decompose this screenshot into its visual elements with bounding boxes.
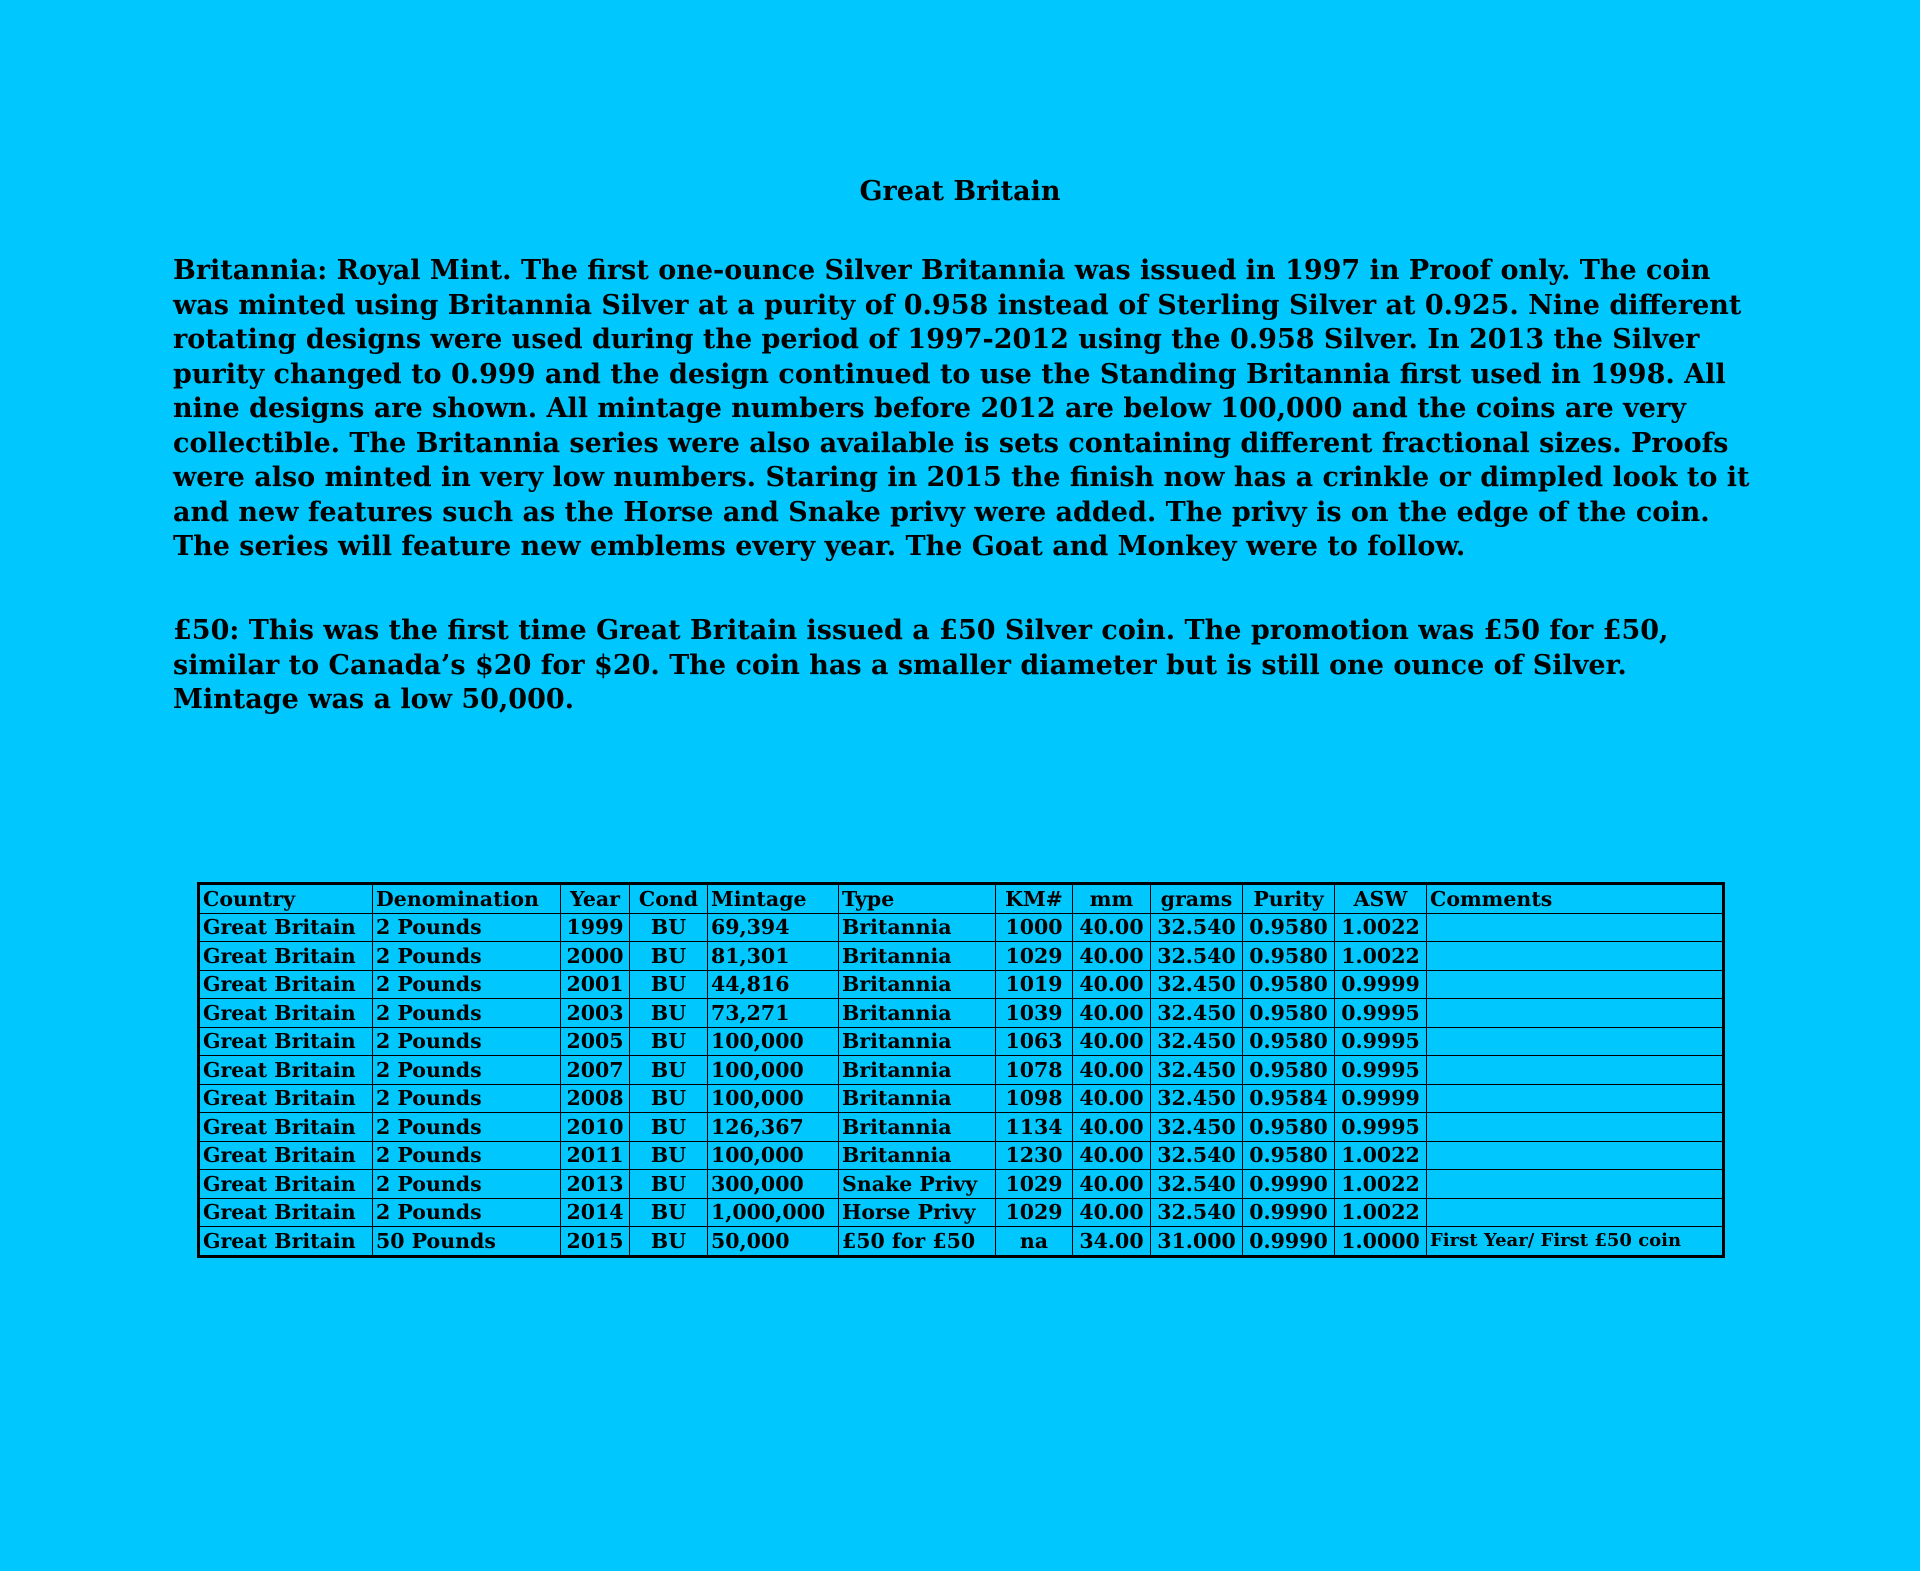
cell-type: Snake Privy — [839, 1170, 996, 1199]
cell-country: Great Britain — [199, 1027, 373, 1056]
cell-purity: 0.9580 — [1243, 970, 1335, 999]
table-row — [199, 999, 1724, 1028]
cell-year: 2010 — [561, 1113, 630, 1142]
table-row — [199, 1056, 1724, 1085]
cell-denomination: 2 Pounds — [373, 1084, 561, 1113]
cell-purity: 0.9580 — [1243, 1141, 1335, 1170]
table-row — [199, 1113, 1724, 1142]
cell-purity: 0.9580 — [1243, 942, 1335, 971]
header-country: Country — [199, 884, 373, 914]
cell-km: 1230 — [996, 1141, 1073, 1170]
cell-type: £50 for £50 — [839, 1227, 996, 1257]
britannia-paragraph: Britannia: Royal Mint. The first one-ounce Silver Britannia was issued in 1997 in Proof only. The coin was minted using Britannia Silver at a purity of 0.958 instead of Sterling Silver at 0.925. Nine different rotating designs were used during the period of 1997-2012 using the 0.958 Silver. In 2013 the Silver purity changed to 0.999 and the design continued to use the Standing Britannia first used in 1998. All nine designs are shown. All mintage numbers before 2012 are below 100,000 and the coins are very collectible. The Britannia series were also available is sets containing different fractional sizes. Proofs were also minted in very low numbers. Staring in 2015 the finish now has a crinkle or dimpled look to it and new features such as the Horse and Snake privy were added. The privy is on the edge of the coin. The series will feature new emblems every year. The Goat and Monkey were to follow. — [173, 255, 1750, 562]
cell-country: Great Britain — [199, 1198, 373, 1227]
cell-mintage: 1,000,000 — [708, 1198, 839, 1227]
cell-type: Britannia — [839, 942, 996, 971]
cell-asw: 0.9995 — [1335, 999, 1427, 1028]
table-header-row — [199, 884, 1724, 914]
cell-asw: 0.9999 — [1335, 970, 1427, 999]
cell-comments — [1427, 1027, 1724, 1056]
cell-asw: 1.0022 — [1335, 1141, 1427, 1170]
cell-country: Great Britain — [199, 1170, 373, 1199]
cell-cond: BU — [630, 1170, 708, 1199]
cell-cond: BU — [630, 913, 708, 942]
cell-grams: 32.450 — [1151, 999, 1243, 1028]
cell-cond: BU — [630, 1113, 708, 1142]
cell-cond: BU — [630, 999, 708, 1028]
cell-country: Great Britain — [199, 1227, 373, 1257]
cell-denomination: 2 Pounds — [373, 1056, 561, 1085]
cell-year: 2011 — [561, 1141, 630, 1170]
header-cond: Cond — [630, 884, 708, 914]
cell-comments: First Year/ First £50 coin — [1427, 1227, 1724, 1257]
header-asw: ASW — [1335, 884, 1427, 914]
cell-mm: 40.00 — [1073, 1113, 1151, 1142]
cell-km: 1029 — [996, 1198, 1073, 1227]
cell-mintage: 100,000 — [708, 1084, 839, 1113]
table-row — [199, 1227, 1724, 1257]
cell-type: Britannia — [839, 1056, 996, 1085]
cell-comments — [1427, 999, 1724, 1028]
cell-purity: 0.9580 — [1243, 999, 1335, 1028]
cell-denomination: 2 Pounds — [373, 1141, 561, 1170]
cell-asw: 0.9995 — [1335, 1027, 1427, 1056]
cell-country: Great Britain — [199, 942, 373, 971]
cell-year: 2014 — [561, 1198, 630, 1227]
cell-denomination: 2 Pounds — [373, 1198, 561, 1227]
cell-km: 1019 — [996, 970, 1073, 999]
cell-grams: 32.450 — [1151, 970, 1243, 999]
cell-country: Great Britain — [199, 1084, 373, 1113]
cell-denomination: 2 Pounds — [373, 970, 561, 999]
cell-cond: BU — [630, 970, 708, 999]
cell-cond: BU — [630, 1227, 708, 1257]
cell-purity: 0.9580 — [1243, 1113, 1335, 1142]
cell-purity: 0.9990 — [1243, 1198, 1335, 1227]
fifty-pound-paragraph: £50: This was the first time Great Britain issued a £50 Silver coin. The promotion was £50 for £50, similar to Canada’s $20 for $20. The coin has a smaller diameter but is still one ounce of Silver. Mintage was a low 50,000. — [173, 615, 1669, 715]
cell-purity: 0.9580 — [1243, 1056, 1335, 1085]
cell-mintage: 50,000 — [708, 1227, 839, 1257]
cell-type: Britannia — [839, 1027, 996, 1056]
cell-mm: 40.00 — [1073, 1084, 1151, 1113]
cell-grams: 32.450 — [1151, 1113, 1243, 1142]
cell-purity: 0.9580 — [1243, 1027, 1335, 1056]
cell-km: 1134 — [996, 1113, 1073, 1142]
cell-grams: 32.540 — [1151, 942, 1243, 971]
cell-asw: 1.0022 — [1335, 913, 1427, 942]
cell-mm: 40.00 — [1073, 1170, 1151, 1199]
cell-cond: BU — [630, 942, 708, 971]
cell-asw: 1.0022 — [1335, 1198, 1427, 1227]
cell-comments — [1427, 1084, 1724, 1113]
table-row — [199, 1027, 1724, 1056]
page-title: Great Britain — [859, 176, 1061, 207]
table-row — [199, 1170, 1724, 1199]
cell-mintage: 73,271 — [708, 999, 839, 1028]
cell-grams: 31.000 — [1151, 1227, 1243, 1257]
cell-denomination: 2 Pounds — [373, 913, 561, 942]
cell-asw: 0.9995 — [1335, 1056, 1427, 1085]
cell-grams: 32.450 — [1151, 1056, 1243, 1085]
table-row — [199, 1141, 1724, 1170]
cell-mm: 40.00 — [1073, 942, 1151, 971]
header-grams: grams — [1151, 884, 1243, 914]
cell-mm: 40.00 — [1073, 1198, 1151, 1227]
cell-denomination: 2 Pounds — [373, 1113, 561, 1142]
header-comments: Comments — [1427, 884, 1724, 914]
cell-km: 1039 — [996, 999, 1073, 1028]
table-row — [199, 942, 1724, 971]
cell-mm: 40.00 — [1073, 1056, 1151, 1085]
cell-grams: 32.540 — [1151, 1141, 1243, 1170]
cell-comments — [1427, 942, 1724, 971]
cell-purity: 0.9580 — [1243, 913, 1335, 942]
cell-comments — [1427, 1170, 1724, 1199]
cell-mintage: 69,394 — [708, 913, 839, 942]
cell-cond: BU — [630, 1084, 708, 1113]
cell-cond: BU — [630, 1198, 708, 1227]
table-row — [199, 1198, 1724, 1227]
cell-denomination: 50 Pounds — [373, 1227, 561, 1257]
cell-mm: 40.00 — [1073, 999, 1151, 1028]
cell-mintage: 100,000 — [708, 1056, 839, 1085]
cell-comments — [1427, 913, 1724, 942]
cell-country: Great Britain — [199, 970, 373, 999]
cell-mintage: 100,000 — [708, 1027, 839, 1056]
cell-km: 1029 — [996, 1170, 1073, 1199]
cell-mm: 34.00 — [1073, 1227, 1151, 1257]
cell-grams: 32.540 — [1151, 913, 1243, 942]
cell-denomination: 2 Pounds — [373, 999, 561, 1028]
cell-year: 2015 — [561, 1227, 630, 1257]
header-year: Year — [561, 884, 630, 914]
cell-km: 1029 — [996, 942, 1073, 971]
header-mintage: Mintage — [708, 884, 839, 914]
header-km: KM# — [996, 884, 1073, 914]
cell-purity: 0.9990 — [1243, 1170, 1335, 1199]
cell-mm: 40.00 — [1073, 1027, 1151, 1056]
cell-mintage: 81,301 — [708, 942, 839, 971]
table-row — [199, 913, 1724, 942]
cell-country: Great Britain — [199, 1113, 373, 1142]
cell-km: 1098 — [996, 1084, 1073, 1113]
cell-km: 1078 — [996, 1056, 1073, 1085]
cell-mintage: 100,000 — [708, 1141, 839, 1170]
cell-comments — [1427, 1113, 1724, 1142]
table-row — [199, 1084, 1724, 1113]
cell-year: 2008 — [561, 1084, 630, 1113]
cell-year: 2000 — [561, 942, 630, 971]
cell-comments — [1427, 1198, 1724, 1227]
cell-comments — [1427, 970, 1724, 999]
cell-mm: 40.00 — [1073, 1141, 1151, 1170]
cell-country: Great Britain — [199, 1141, 373, 1170]
cell-comments — [1427, 1056, 1724, 1085]
header-purity: Purity — [1243, 884, 1335, 914]
cell-cond: BU — [630, 1141, 708, 1170]
cell-year: 2003 — [561, 999, 630, 1028]
cell-year: 2013 — [561, 1170, 630, 1199]
cell-km: 1063 — [996, 1027, 1073, 1056]
header-type: Type — [839, 884, 996, 914]
cell-type: Britannia — [839, 1113, 996, 1142]
cell-denomination: 2 Pounds — [373, 1170, 561, 1199]
cell-km: na — [996, 1227, 1073, 1257]
cell-mintage: 126,367 — [708, 1113, 839, 1142]
header-denomination: Denomination — [373, 884, 561, 914]
cell-type: Britannia — [839, 1141, 996, 1170]
cell-cond: BU — [630, 1027, 708, 1056]
cell-type: Britannia — [839, 913, 996, 942]
cell-grams: 32.540 — [1151, 1198, 1243, 1227]
cell-grams: 32.540 — [1151, 1170, 1243, 1199]
cell-country: Great Britain — [199, 1056, 373, 1085]
cell-asw: 1.0000 — [1335, 1227, 1427, 1257]
cell-mm: 40.00 — [1073, 970, 1151, 999]
cell-purity: 0.9990 — [1243, 1227, 1335, 1257]
cell-year: 2001 — [561, 970, 630, 999]
cell-comments — [1427, 1141, 1724, 1170]
cell-country: Great Britain — [199, 999, 373, 1028]
cell-grams: 32.450 — [1151, 1027, 1243, 1056]
cell-mintage: 300,000 — [708, 1170, 839, 1199]
cell-asw: 0.9995 — [1335, 1113, 1427, 1142]
cell-cond: BU — [630, 1056, 708, 1085]
cell-year: 1999 — [561, 913, 630, 942]
cell-denomination: 2 Pounds — [373, 1027, 561, 1056]
cell-type: Britannia — [839, 970, 996, 999]
cell-denomination: 2 Pounds — [373, 942, 561, 971]
cell-km: 1000 — [996, 913, 1073, 942]
cell-type: Britannia — [839, 1084, 996, 1113]
cell-asw: 1.0022 — [1335, 1170, 1427, 1199]
cell-mintage: 44,816 — [708, 970, 839, 999]
cell-type: Britannia — [839, 999, 996, 1028]
cell-year: 2007 — [561, 1056, 630, 1085]
table-row — [199, 970, 1724, 999]
cell-asw: 1.0022 — [1335, 942, 1427, 971]
cell-purity: 0.9584 — [1243, 1084, 1335, 1113]
cell-asw: 0.9999 — [1335, 1084, 1427, 1113]
header-mm: mm — [1073, 884, 1151, 914]
cell-grams: 32.450 — [1151, 1084, 1243, 1113]
cell-type: Horse Privy — [839, 1198, 996, 1227]
coin-table — [197, 882, 1725, 1258]
cell-year: 2005 — [561, 1027, 630, 1056]
cell-mm: 40.00 — [1073, 913, 1151, 942]
cell-country: Great Britain — [199, 913, 373, 942]
